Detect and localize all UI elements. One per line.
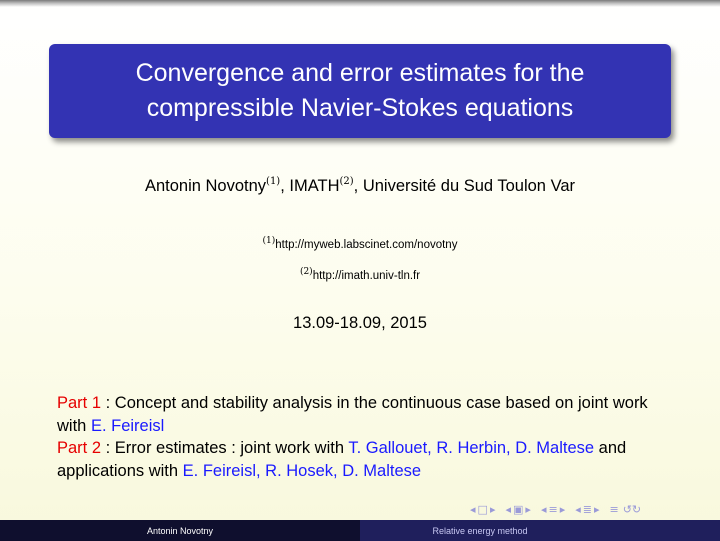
search-icon[interactable]: ↺↻ xyxy=(622,502,642,516)
footer-title: Relative energy method xyxy=(360,520,720,541)
part2-label: Part 2 xyxy=(57,439,102,457)
top-shadow xyxy=(0,0,720,7)
title-line-1: Convergence and error estimates for the xyxy=(135,59,585,87)
arrow-left-icon[interactable]: ◂ xyxy=(470,502,476,516)
affiliation-marker-1: (1) xyxy=(266,176,281,187)
part1-text: : Concept and stability analysis in the continuous case based on joint work with xyxy=(57,394,648,435)
part1-label: Part 1 xyxy=(57,394,102,412)
date: 13.09-18.09, 2015 xyxy=(293,314,427,332)
arrow-left-icon[interactable]: ◂ xyxy=(505,502,511,516)
arrow-right-icon[interactable]: ▸ xyxy=(593,502,600,516)
url-marker-2: (2) xyxy=(299,267,313,277)
subsection-icon[interactable]: ▣ xyxy=(513,502,524,516)
part2-coauthors: T. Gallouet, R. Herbin, D. Maltese xyxy=(348,439,595,457)
beamer-navigation xyxy=(470,500,710,518)
affiliation-marker-2: (2) xyxy=(339,176,354,187)
nav-slide-group xyxy=(575,503,599,516)
url-2[interactable]: http://imath.univ-tln.fr xyxy=(312,270,421,282)
frame-icon[interactable]: □ xyxy=(477,502,488,516)
part1-coauthor: E. Feireisl xyxy=(90,416,165,435)
part2-coauthors2: E. Feireisl, R. Hosek, D. Maltese xyxy=(182,461,422,480)
url-1[interactable]: http://myweb.labscinet.com/novotny xyxy=(275,239,458,251)
arrow-left-icon[interactable]: ◂ xyxy=(540,502,547,516)
part2-text: : Error estimates : joint work with xyxy=(101,439,349,457)
nav-section-group xyxy=(541,503,565,516)
arrow-right-icon[interactable]: ▸ xyxy=(559,502,566,516)
footer xyxy=(0,520,720,541)
arrow-left-icon[interactable]: ◂ xyxy=(575,502,581,516)
align-icon[interactable]: ≡ xyxy=(609,502,619,516)
title-line-2: compressible Navier-Stokes equations xyxy=(146,94,574,122)
author-line xyxy=(0,176,720,196)
author-name: Antonin Novotny xyxy=(144,177,267,195)
slide-icon[interactable]: ≣ xyxy=(582,502,592,516)
nav-subsection-group xyxy=(505,503,530,516)
footer-author: Antonin Novotny xyxy=(0,520,360,541)
arrow-right-icon[interactable]: ▸ xyxy=(525,502,531,516)
nav-frame-group xyxy=(470,503,495,516)
section-icon[interactable]: ≡ xyxy=(548,502,558,516)
title-block xyxy=(49,44,671,138)
affiliation-imath: , IMATH xyxy=(280,177,340,195)
abstract xyxy=(57,392,667,482)
arrow-right-icon[interactable]: ▸ xyxy=(489,502,496,516)
url-line-2 xyxy=(0,267,720,282)
url-line-1 xyxy=(0,236,720,251)
affiliation-university: , Université du Sud Toulon Var xyxy=(353,177,576,195)
url-marker-1: (1) xyxy=(262,236,276,246)
part2-text2: and applications with xyxy=(57,439,627,480)
